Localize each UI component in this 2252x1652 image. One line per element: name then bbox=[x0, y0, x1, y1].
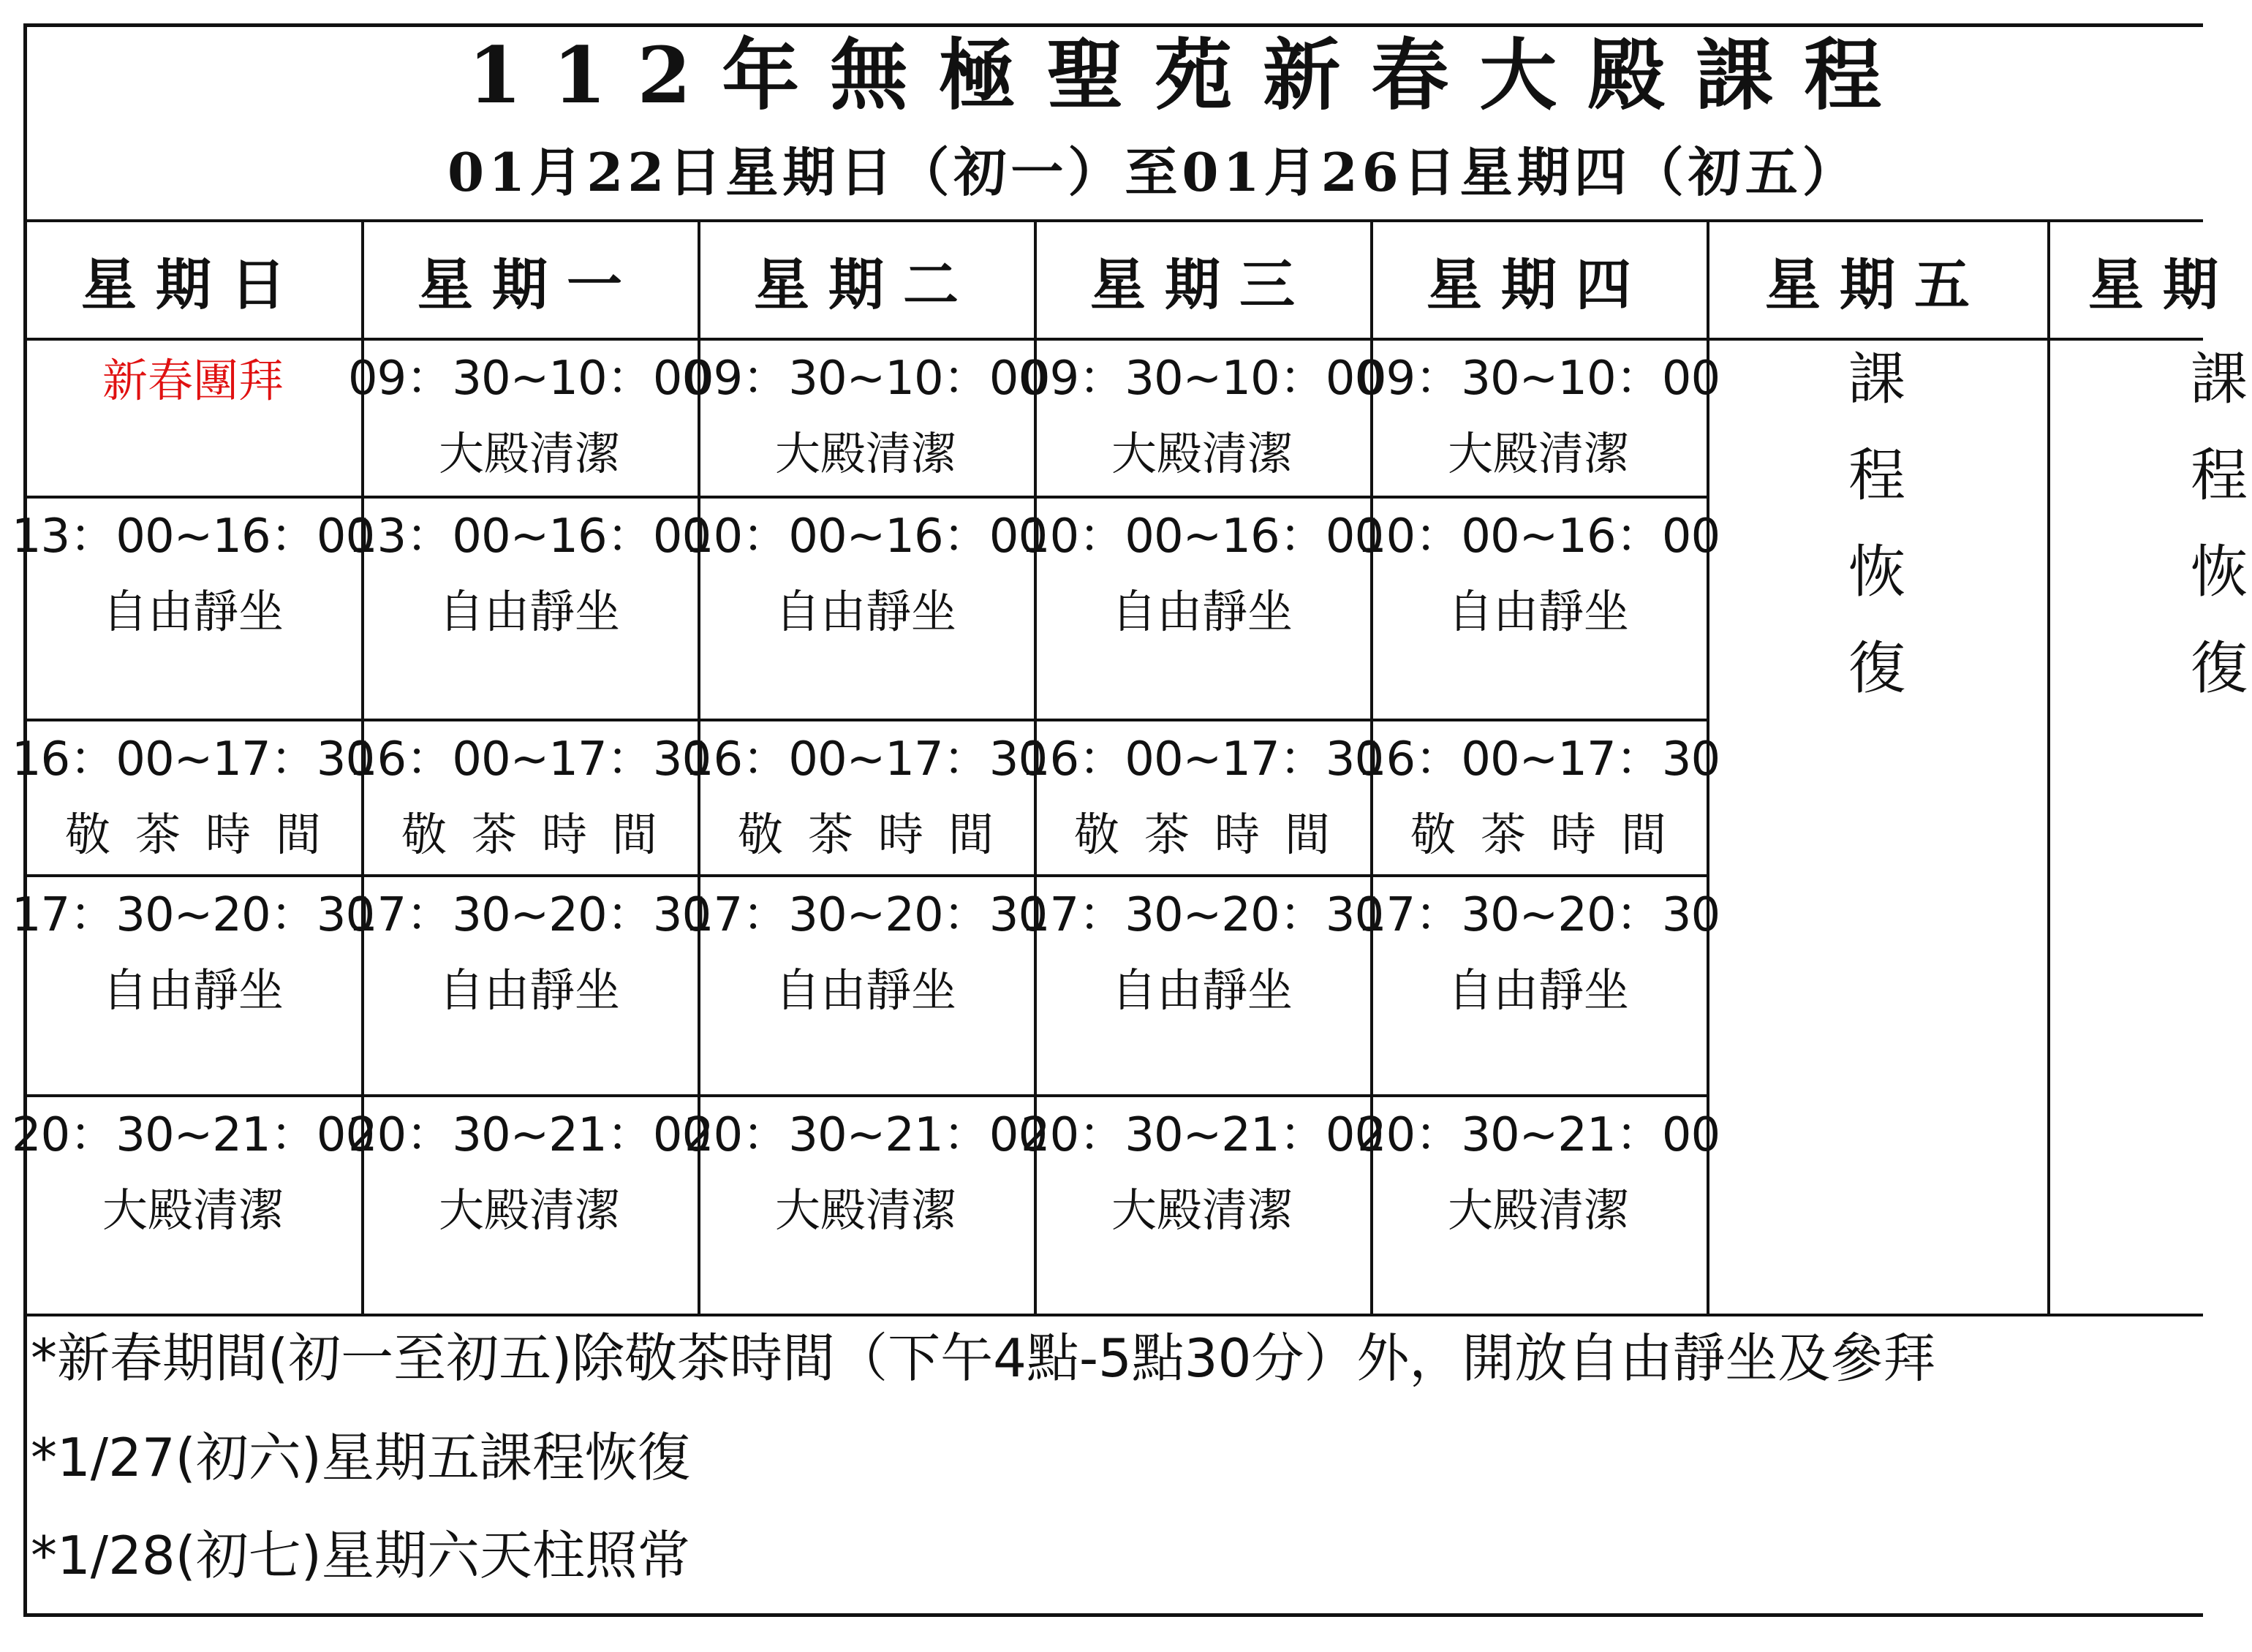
time-range: 17：30~20：30 bbox=[684, 888, 1048, 942]
activity-label: 自由靜坐 bbox=[774, 963, 956, 1017]
schedule-cell bbox=[684, 1094, 1048, 1316]
schedule-cell bbox=[347, 338, 711, 496]
time-range: 13：00~16：00 bbox=[11, 509, 375, 564]
time-range: 09：30~10：00 bbox=[1356, 352, 1720, 406]
time-range: 17：30~20：30 bbox=[11, 888, 375, 942]
schedule-cell bbox=[1356, 874, 1720, 1094]
schedule-cell bbox=[11, 874, 375, 1094]
column-rule-6 bbox=[2047, 219, 2050, 1315]
activity-label: 敬茶時間 bbox=[1073, 808, 1355, 861]
time-range: 09：30~10：00 bbox=[1020, 352, 1384, 406]
schedule-cell bbox=[347, 874, 711, 1094]
time-range: 13：00~16：00 bbox=[347, 509, 711, 564]
activity-label: 自由靜坐 bbox=[438, 963, 620, 1017]
time-range: 16：00~17：30 bbox=[1356, 732, 1720, 787]
activity-label: 大殿清潔 bbox=[1111, 1183, 1293, 1237]
schedule-cell bbox=[347, 1094, 711, 1316]
time-range: 09：30~10：00 bbox=[684, 352, 1048, 406]
vertical-char: 課 bbox=[1848, 346, 1905, 412]
time-range: 20：30~21：00 bbox=[1020, 1108, 1384, 1162]
time-range: 17：30~20：30 bbox=[347, 888, 711, 942]
time-range: 10：00~16：00 bbox=[1020, 509, 1384, 564]
activity-label: 敬茶時間 bbox=[1410, 808, 1691, 861]
schedule-cell bbox=[347, 719, 711, 874]
time-range: 16：00~17：30 bbox=[684, 732, 1048, 787]
day-header: 星期二 bbox=[754, 251, 978, 317]
schedule-cell bbox=[347, 496, 711, 719]
vertical-char: 復 bbox=[1848, 636, 1905, 702]
note-line-2: *1/27(初六)星期五課程恢復 bbox=[31, 1427, 690, 1488]
activity-label: 大殿清潔 bbox=[438, 1183, 620, 1237]
note-line-1: *新春期間(初一至初五)除敬茶時間（下午4點-5點30分）外，開放自由靜坐及參拜 bbox=[31, 1327, 1936, 1389]
page-subtitle: 01月22日星期日（初一）至01月26日星期四（初五） bbox=[447, 141, 1859, 203]
activity-label: 自由靜坐 bbox=[1447, 585, 1629, 638]
activity-label: 敬茶時間 bbox=[64, 808, 346, 861]
activity-label: 自由靜坐 bbox=[438, 585, 620, 638]
activity-label: 大殿清潔 bbox=[774, 427, 956, 480]
note-line-3: *1/28(初七)星期六天柱照常 bbox=[31, 1525, 690, 1586]
time-range: 20：30~21：00 bbox=[684, 1108, 1048, 1162]
highlight-event: 新春團拜 bbox=[102, 354, 284, 407]
vertical-char: 恢 bbox=[1848, 539, 1905, 605]
vertical-char: 程 bbox=[2190, 443, 2248, 509]
activity-label: 敬茶時間 bbox=[737, 808, 1019, 861]
schedule-cell bbox=[25, 338, 361, 496]
time-range: 16：00~17：30 bbox=[11, 732, 375, 787]
schedule-cell bbox=[1356, 496, 1720, 719]
activity-label: 大殿清潔 bbox=[1447, 427, 1629, 480]
day-header: 星期五 bbox=[1765, 251, 1989, 317]
activity-label: 敬茶時間 bbox=[401, 808, 682, 861]
time-range: 10：00~16：00 bbox=[1356, 509, 1720, 564]
day-header: 星期日 bbox=[81, 251, 305, 317]
schedule-cell bbox=[11, 719, 375, 874]
day-header: 星期四 bbox=[1427, 251, 1650, 317]
day-header: 星期一 bbox=[417, 251, 641, 317]
schedule-cell bbox=[1356, 719, 1720, 874]
schedule-cell bbox=[1020, 338, 1384, 496]
schedule-cell bbox=[1020, 1094, 1384, 1316]
page-title: 112年無極聖苑新春大殿課程 bbox=[468, 29, 1913, 121]
vertical-char: 復 bbox=[2190, 636, 2248, 702]
schedule-cell bbox=[684, 719, 1048, 874]
schedule-cell bbox=[684, 874, 1048, 1094]
time-range: 20：30~21：00 bbox=[11, 1108, 375, 1162]
vertical-char: 課 bbox=[2190, 346, 2248, 412]
schedule-cell bbox=[684, 496, 1048, 719]
schedule-cell bbox=[1356, 338, 1720, 496]
activity-label: 自由靜坐 bbox=[774, 585, 956, 638]
schedule-cell bbox=[1020, 496, 1384, 719]
activity-label: 大殿清潔 bbox=[774, 1183, 956, 1237]
time-range: 16：00~17：30 bbox=[1020, 732, 1384, 787]
schedule-cell bbox=[1020, 874, 1384, 1094]
day-header: 星期 bbox=[2088, 251, 2237, 317]
activity-label: 大殿清潔 bbox=[1111, 427, 1293, 480]
time-range: 20：30~21：00 bbox=[347, 1108, 711, 1162]
time-range: 10：00~16：00 bbox=[684, 509, 1048, 564]
vertical-char: 程 bbox=[1848, 443, 1905, 509]
activity-label: 大殿清潔 bbox=[1447, 1183, 1629, 1237]
schedule-cell bbox=[684, 338, 1048, 496]
time-range: 09：30~10：00 bbox=[347, 352, 711, 406]
time-range: 16：00~17：30 bbox=[347, 732, 711, 787]
activity-label: 自由靜坐 bbox=[102, 963, 284, 1017]
activity-label: 自由靜坐 bbox=[1447, 963, 1629, 1017]
saturday-note-column bbox=[2186, 346, 2252, 737]
activity-label: 自由靜坐 bbox=[1111, 963, 1293, 1017]
time-range: 17：30~20：30 bbox=[1356, 888, 1720, 942]
friday-note-column bbox=[1707, 346, 2047, 737]
schedule-cell bbox=[11, 496, 375, 719]
activity-label: 大殿清潔 bbox=[102, 1183, 284, 1237]
vertical-char: 恢 bbox=[2190, 539, 2248, 605]
day-header: 星期三 bbox=[1090, 251, 1314, 317]
schedule-cell bbox=[1020, 719, 1384, 874]
activity-label: 自由靜坐 bbox=[102, 585, 284, 638]
activity-label: 大殿清潔 bbox=[438, 427, 620, 480]
time-range: 20：30~21：00 bbox=[1356, 1108, 1720, 1162]
schedule-cell bbox=[11, 1094, 375, 1316]
time-range: 17：30~20：30 bbox=[1020, 888, 1384, 942]
activity-label: 自由靜坐 bbox=[1111, 585, 1293, 638]
schedule-cell bbox=[1356, 1094, 1720, 1316]
